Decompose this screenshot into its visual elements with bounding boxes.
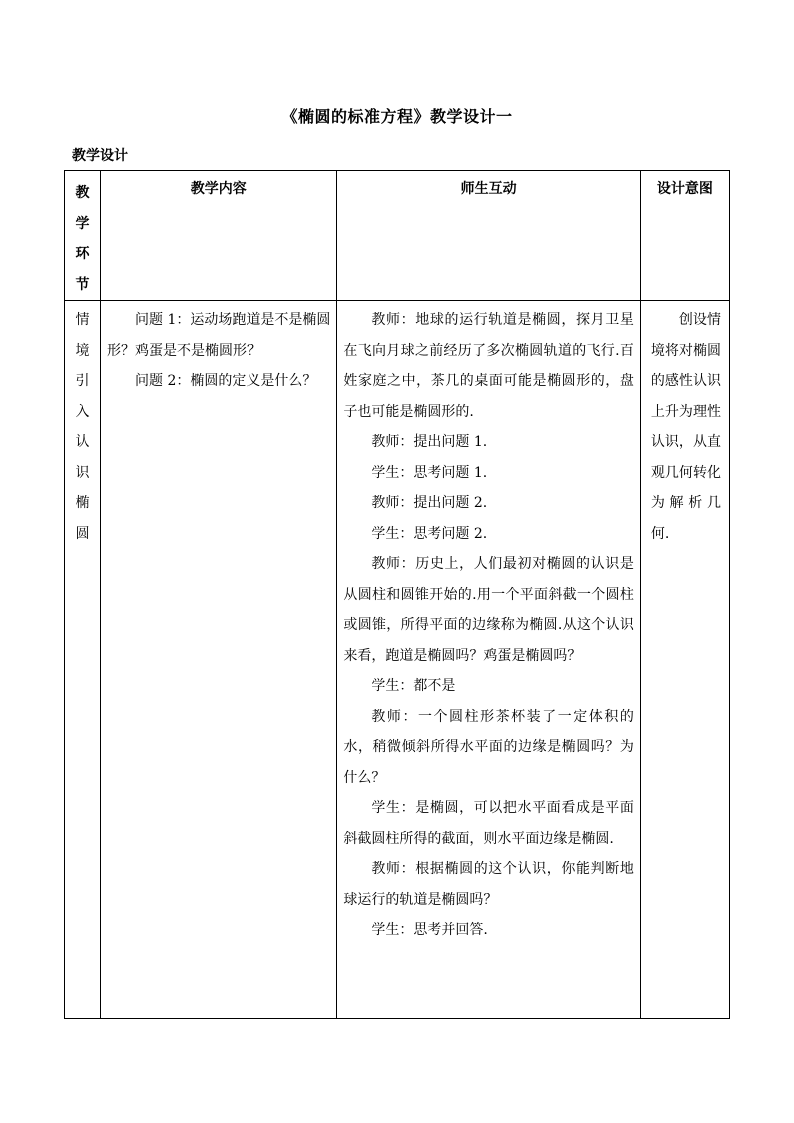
content-paragraph: 问题 1：运动场跑道是不是椭圆形？鸡蛋是不是椭圆形？ (107, 312, 331, 359)
header-stage-label: 教学环节 (75, 185, 90, 293)
interaction-paragraph: 教师：地球的运行轨道是椭圆，探月卫星在飞向月球之前经历了多次椭圆轨道的飞行.百姓家庭之中，茶几的桌面可能是椭圆形的，盘子也可能是椭圆形的. (343, 312, 634, 420)
interaction-paragraph: 教师：根据椭圆的这个认识，你能判断地球运行的轨道是椭圆吗？ (343, 861, 634, 908)
header-interaction-label: 师生互动 (460, 181, 517, 197)
content-paragraph: 问题 2：椭圆的定义是什么？ (135, 373, 317, 389)
stage-text: 情境引入认识椭圆 (75, 312, 90, 542)
interaction-paragraph: 学生：都不是 (371, 678, 456, 694)
interaction-paragraph: 学生：是椭圆，可以把水平面看成是平面斜截圆柱所得的截面，则水平面边缘是椭圆. (343, 800, 634, 847)
cell-content (101, 301, 337, 1019)
header-intent-label: 设计意图 (656, 181, 713, 197)
section-label: 教学设计 (72, 148, 128, 164)
cell-intent (640, 301, 729, 1019)
header-content (101, 171, 337, 301)
interaction-paragraph: 学生：思考并回答. (371, 922, 488, 938)
cell-interaction (337, 301, 640, 1019)
intent-paragraph: 创设情境将对椭圆的感性认识上升为理性认识，从直观几何转化为解析几何. (650, 312, 721, 542)
interaction-paragraph: 教师：一个圆柱形茶杯装了一定体积的水，稍微倾斜所得水平面的边缘是椭圆吗？为什么？ (343, 708, 634, 786)
header-intent (640, 171, 729, 301)
lesson-plan-table (64, 170, 730, 1019)
interaction-paragraph: 学生：思考问题 2. (371, 525, 488, 542)
interaction-paragraph: 教师：提出问题 2. (371, 495, 488, 511)
interaction-paragraph: 教师：历史上，人们最初对椭圆的认识是从圆柱和圆锥开始的.用一个平面斜截一个圆柱或圆锥，所得平面的边缘称为椭圆.从这个认识来看，跑道是椭圆吗？鸡蛋是椭圆吗？ (343, 556, 634, 664)
interaction-paragraph: 学生：思考问题 1. (371, 464, 488, 481)
cell-stage (65, 301, 101, 1019)
header-stage (65, 171, 101, 301)
table-row (65, 301, 730, 1019)
header-content-label: 教学内容 (190, 181, 247, 197)
document-title: 《椭圆的标准方程》教学设计一 (281, 107, 513, 126)
interaction-paragraph: 教师：提出问题 1. (371, 434, 488, 450)
header-interaction (337, 171, 640, 301)
table-header-row (65, 171, 730, 301)
